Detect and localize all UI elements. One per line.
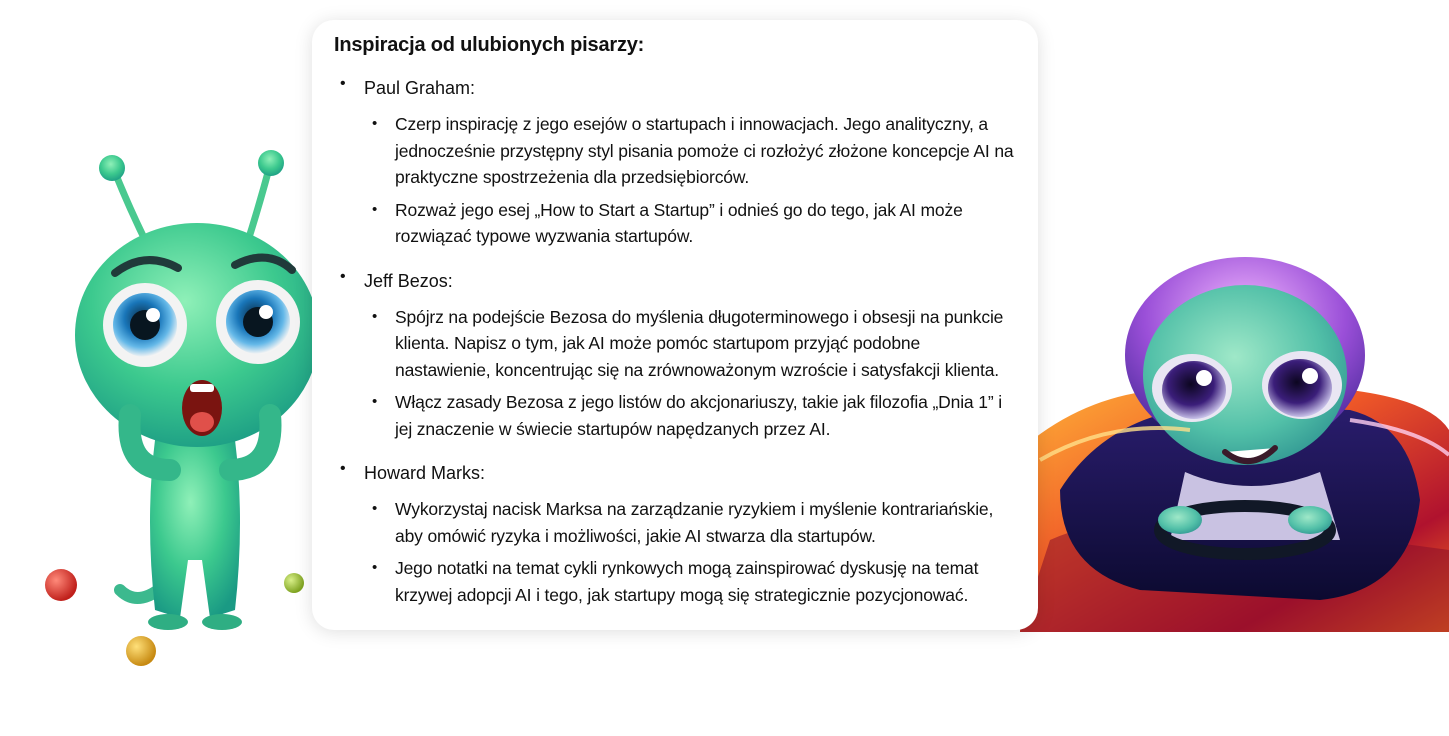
writers-inspiration-card (312, 20, 1038, 630)
writer-points (364, 111, 1018, 250)
writer-name: • Paul Graham: (364, 78, 476, 98)
writer-points (364, 496, 1018, 608)
writer-point: • Włącz zasady Bezosa z jego listów do akcjonariuszy, takie jak filozofia „Dnia 1” i jej znaczenie w świecie startupów napędzanych przez AI. (364, 389, 1018, 442)
writer-point: • Czerp inspirację z jego esejów o startupach i innowacjach. Jego analityczny, a jednocześnie przystępny styl pisania pomoże ci rozłożyć złożone koncepcje AI na praktyczne spostrzeżenia dla przedsiębiorców. (364, 111, 1018, 191)
writer-points (364, 304, 1018, 443)
writer-name: • Howard Marks: (364, 463, 486, 483)
writer-name: • Jeff Bezos: (364, 270, 453, 291)
writer-point: • Rozważ jego esej „How to Start a Startup” i odnieś go do tego, jak AI może rozwiązać typowe wyzwania startupów. (364, 197, 1018, 250)
card-heading: Inspiracja od ulubionych pisarzy: (334, 34, 645, 56)
writer-point: • Spójrz na podejście Bezosa do myślenia długoterminowego i obsesji na punkcie klienta. Napisz o tym, jak AI może pomóc startupom przyjąć podobne nastawienie, koncentrując się na zrównoważonym wzroście i satysfakcji klienta. (364, 304, 1018, 384)
alien-driving-car-illustration (1020, 240, 1449, 632)
writer-item-jeff-bezos (334, 268, 1018, 443)
writers-list (334, 75, 1018, 608)
writer-item-howard-marks (334, 460, 1018, 608)
writer-item-paul-graham (334, 75, 1018, 250)
writer-point: • Jego notatki na temat cykli rynkowych mogą zainspirować dyskusję na temat krzywej adopcji AI i tego, jak startupy mogą się strategicznie pozycjonować. (364, 555, 1018, 608)
writer-point: • Wykorzystaj nacisk Marksa na zarządzanie ryzykiem i myślenie kontrariańskie, aby omówić ryzyka i możliwości, jakie AI stwarza dla startupów. (364, 496, 1018, 549)
surprised-alien-illustration (30, 140, 330, 670)
